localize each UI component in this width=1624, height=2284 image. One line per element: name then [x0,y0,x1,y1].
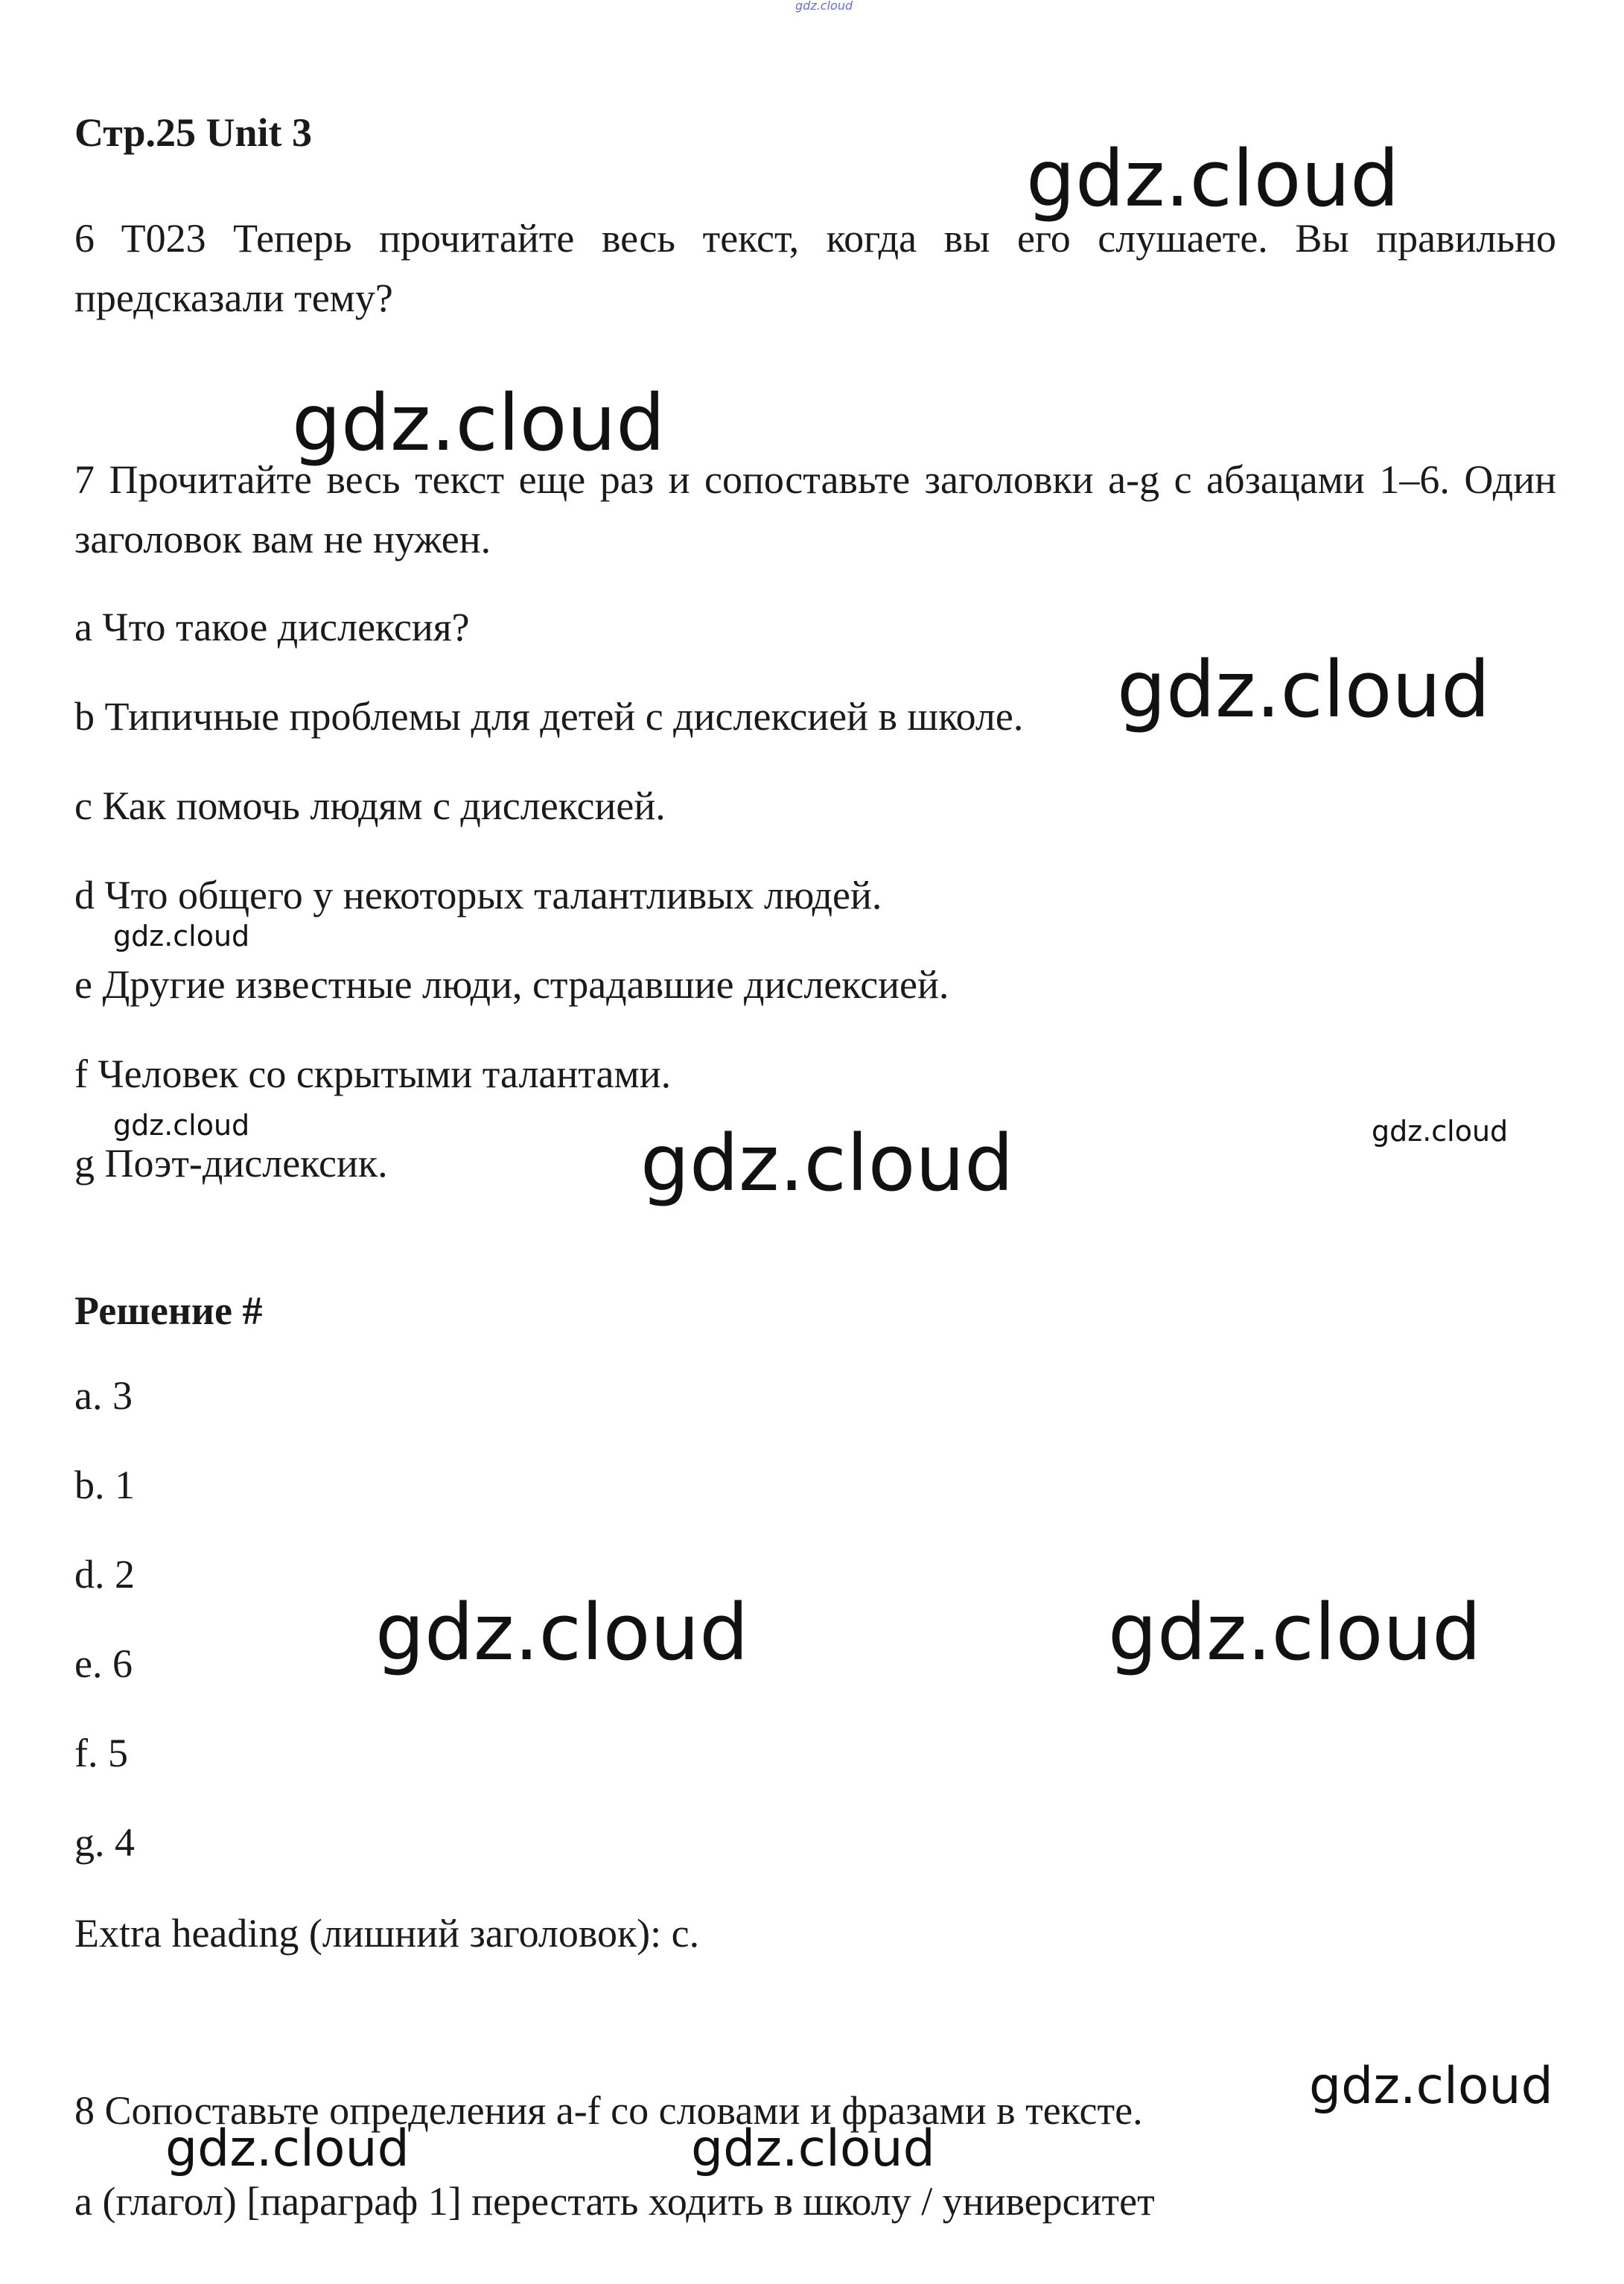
heading-option-a: a Что такое дислексия? [74,605,470,649]
heading-option-e: e Другие известные люди, страдавшие дислексией. [74,962,949,1007]
exercise-8-item-a: а (глагол) [параграф 1] перестать ходить в школу / университет [74,2179,1155,2224]
watermark: gdz.cloud [1117,644,1491,735]
solution-heading: Решение # [74,1288,263,1333]
exercise-6-text: 6 T023 Теперь прочитайте весь текст, когда вы его слушаете. Вы правильно предсказали тему? [74,216,1556,320]
top-watermark: gdz.cloud [795,0,853,13]
answer-a: a. 3 [74,1373,133,1418]
watermark: gdz.cloud [1372,1115,1509,1148]
heading-option-d: d Что общего у некоторых талантливых людей. [74,873,882,917]
answer-g: g. 4 [74,1820,135,1865]
answer-d: d. 2 [74,1552,135,1597]
heading-option-f: f Человек со скрытыми талантами. [74,1052,672,1096]
answer-e: e. 6 [74,1641,133,1686]
answer-b: b. 1 [74,1463,135,1507]
heading-option-b: b Типичные проблемы для детей с дислексией в школе. [74,694,1024,739]
watermark: gdz.cloud [113,920,250,952]
watermark: gdz.cloud [292,378,666,468]
exercise-8-text: 8 Сопоставьте определения a-f со словами и фразами в тексте. [74,2088,1143,2133]
exercise-7-text: 7 Прочитайте весь текст еще раз и сопоставьте заголовки a-g с абзацами 1–6. Один заголовок вам не нужен. [74,457,1556,562]
watermark: gdz.cloud [640,1118,1014,1209]
page-title: Стр.25 Unit 3 [74,110,313,155]
heading-option-c: c Как помочь людям с дислексией. [74,783,666,828]
watermark: gdz.cloud [165,2119,410,2178]
watermark: gdz.cloud [375,1587,749,1678]
watermark: gdz.cloud [1108,1587,1482,1678]
extra-heading-answer: Extra heading (лишний заголовок): c. [74,1911,700,1956]
heading-option-g: g Поэт-дислексик. [74,1141,388,1186]
watermark: gdz.cloud [113,1109,250,1142]
watermark: gdz.cloud [1026,133,1400,224]
watermark: gdz.cloud [691,2119,935,2178]
answer-f: f. 5 [74,1731,128,1775]
watermark: gdz.cloud [1309,2057,1553,2116]
